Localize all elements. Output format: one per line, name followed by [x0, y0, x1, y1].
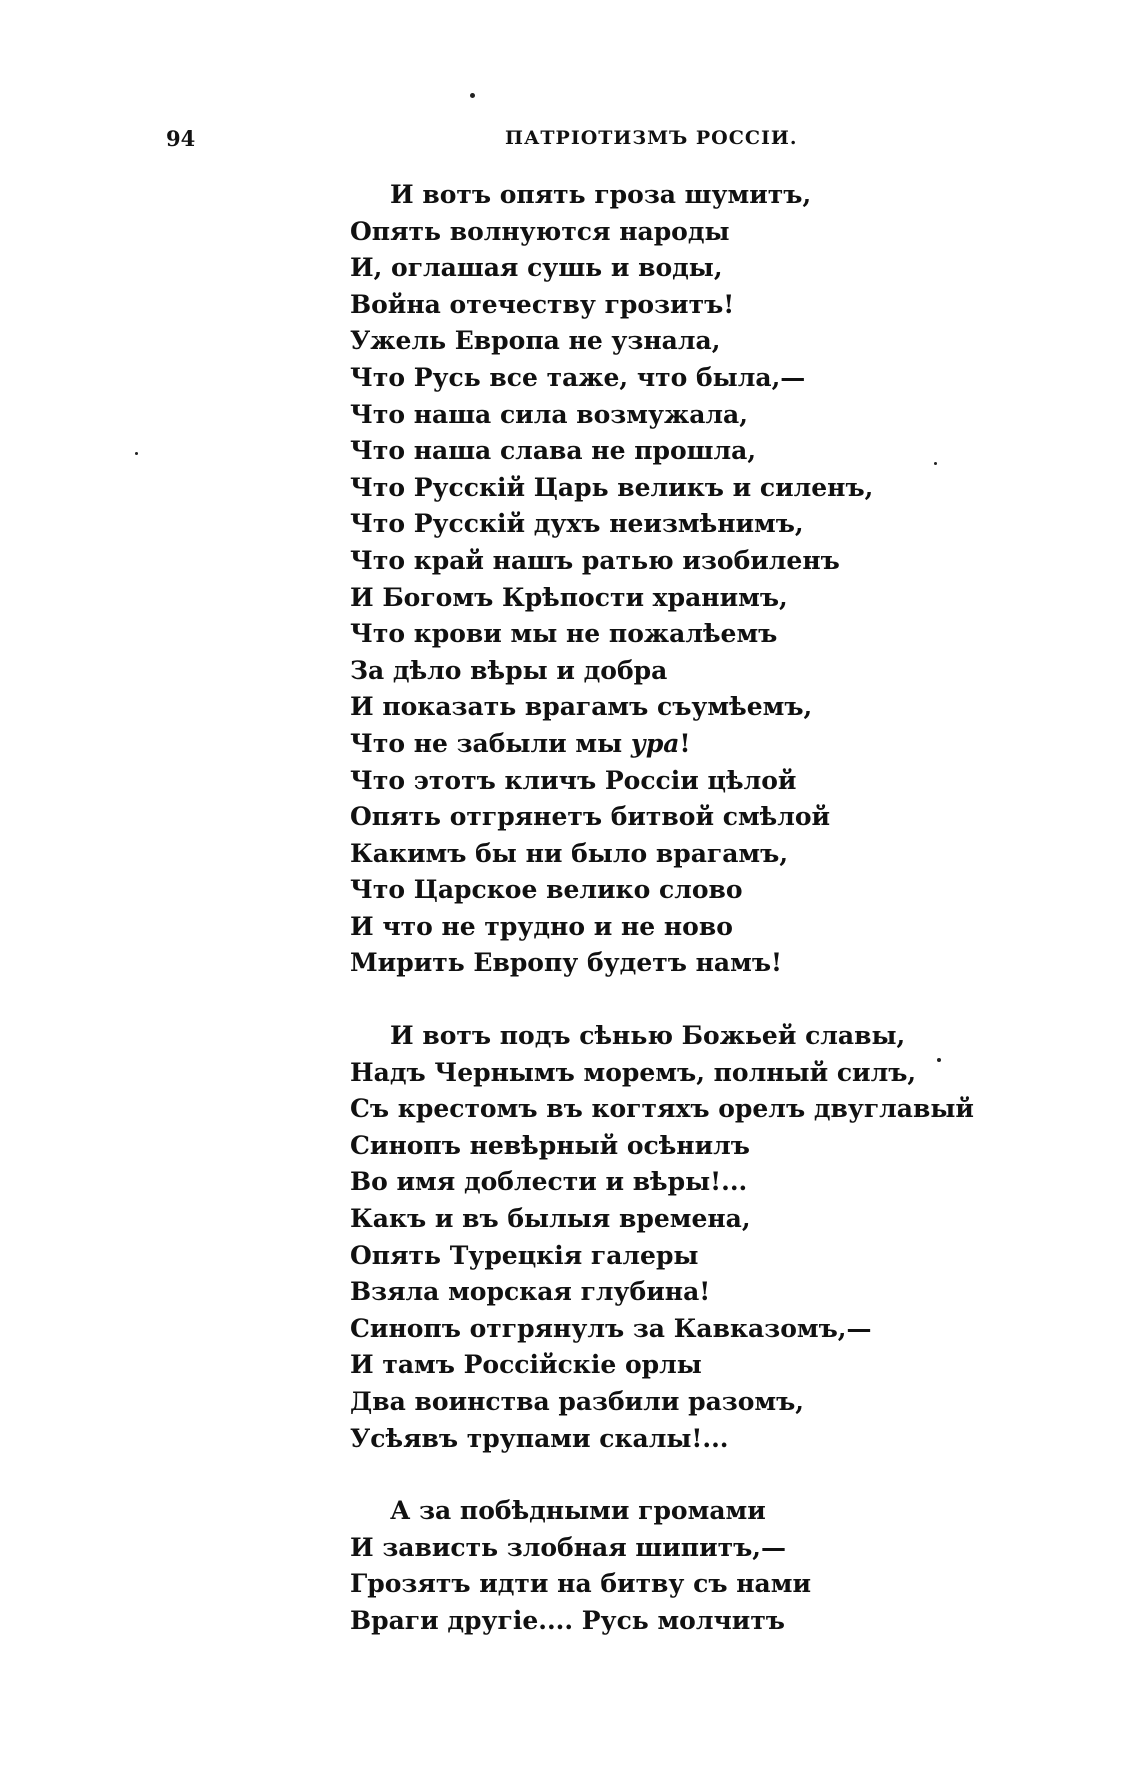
- verse-line: Опять отгрянетъ битвой смѣлой: [350, 802, 831, 832]
- verse-line: И показать врагамъ съумѣемъ,: [350, 692, 813, 722]
- verse-line: И вотъ опять гроза шумитъ,: [390, 180, 812, 209]
- verse-line: Что Русскій духъ неизмѣнимъ,: [350, 509, 804, 539]
- ink-speck: [135, 452, 138, 455]
- verse-line: Что Русь все таже, что была,—: [350, 362, 806, 392]
- verse-line: И, оглашая сушь и воды,: [350, 253, 723, 283]
- verse-line: Война отечеству грозитъ!: [350, 289, 735, 319]
- stanza-3: [350, 1493, 974, 1639]
- verse-line: Что наша сила возмужала,: [350, 399, 748, 429]
- verse-line: Что этотъ кличъ Россіи цѣлой: [350, 765, 797, 795]
- verse-line: И что не трудно и не ново: [350, 911, 733, 941]
- verse-line: Усѣявъ трупами скалы!...: [350, 1423, 729, 1453]
- verse-line: Ужель Европа не узнала,: [350, 326, 721, 356]
- verse-line: Опять волнуются народы: [350, 216, 730, 246]
- verse-line: И зависть злобная шипитъ,—: [350, 1532, 786, 1562]
- verse-line: Во имя доблести и вѣры!...: [350, 1167, 748, 1197]
- verse-line: Опять Турецкія галеры: [350, 1240, 699, 1270]
- verse-line: Что наша слава не прошла,: [350, 436, 757, 466]
- verse-line: Надъ Чернымъ моремъ, полный силъ,: [350, 1057, 917, 1087]
- verse-line: [350, 726, 974, 763]
- verse-line: Два воинства разбили разомъ,: [350, 1387, 805, 1416]
- verse-line: Мирить Европу будетъ намъ!: [350, 948, 782, 978]
- verse-line: И тамъ Россійскіе орлы: [350, 1350, 702, 1380]
- verse-text: Что не забыли мы: [350, 728, 631, 758]
- stanza-2: [350, 1018, 974, 1457]
- verse-line: Синопъ невѣрный осѣнилъ: [350, 1130, 750, 1160]
- verse-line: И Богомъ Крѣпости хранимъ,: [350, 582, 788, 612]
- verse-line: Какимъ бы ни было врагамъ,: [350, 838, 789, 868]
- verse-line: Какъ и въ былыя времена,: [350, 1204, 751, 1234]
- verse-line: Грозятъ идти на битву съ нами: [350, 1569, 811, 1599]
- stanza-1: [350, 177, 974, 982]
- verse-line: И вотъ подъ сѣнью Божьей славы,: [390, 1021, 906, 1051]
- page-number: 94: [166, 126, 196, 151]
- verse-line: Что Царское велико слово: [350, 875, 743, 905]
- verse-line: Синопъ отгрянулъ за Кавказомъ,—: [350, 1313, 872, 1343]
- verse-line: Взяла морская глубина!: [350, 1277, 711, 1307]
- verse-line: За дѣло вѣры и добра: [350, 655, 668, 685]
- verse-text: !: [679, 728, 691, 758]
- verse-line: Съ крестомъ въ когтяхъ орелъ двуглавый: [350, 1094, 974, 1124]
- verse-line: А за побѣдными громами: [390, 1496, 766, 1526]
- ink-speck: [470, 93, 475, 98]
- verse-line: Что Русскій Царь великъ и силенъ,: [350, 472, 874, 502]
- italic-word: ура: [630, 728, 680, 758]
- verse-line: Что край нашъ ратью изобиленъ: [350, 545, 840, 575]
- verse-line: Что крови мы не пожалѣемъ: [350, 619, 778, 649]
- verse-line: Враги другіе.... Русь молчитъ: [350, 1605, 785, 1635]
- running-head: ПАТРІОТИЗМЪ РОССІИ.: [505, 127, 798, 149]
- poem: [350, 177, 974, 1640]
